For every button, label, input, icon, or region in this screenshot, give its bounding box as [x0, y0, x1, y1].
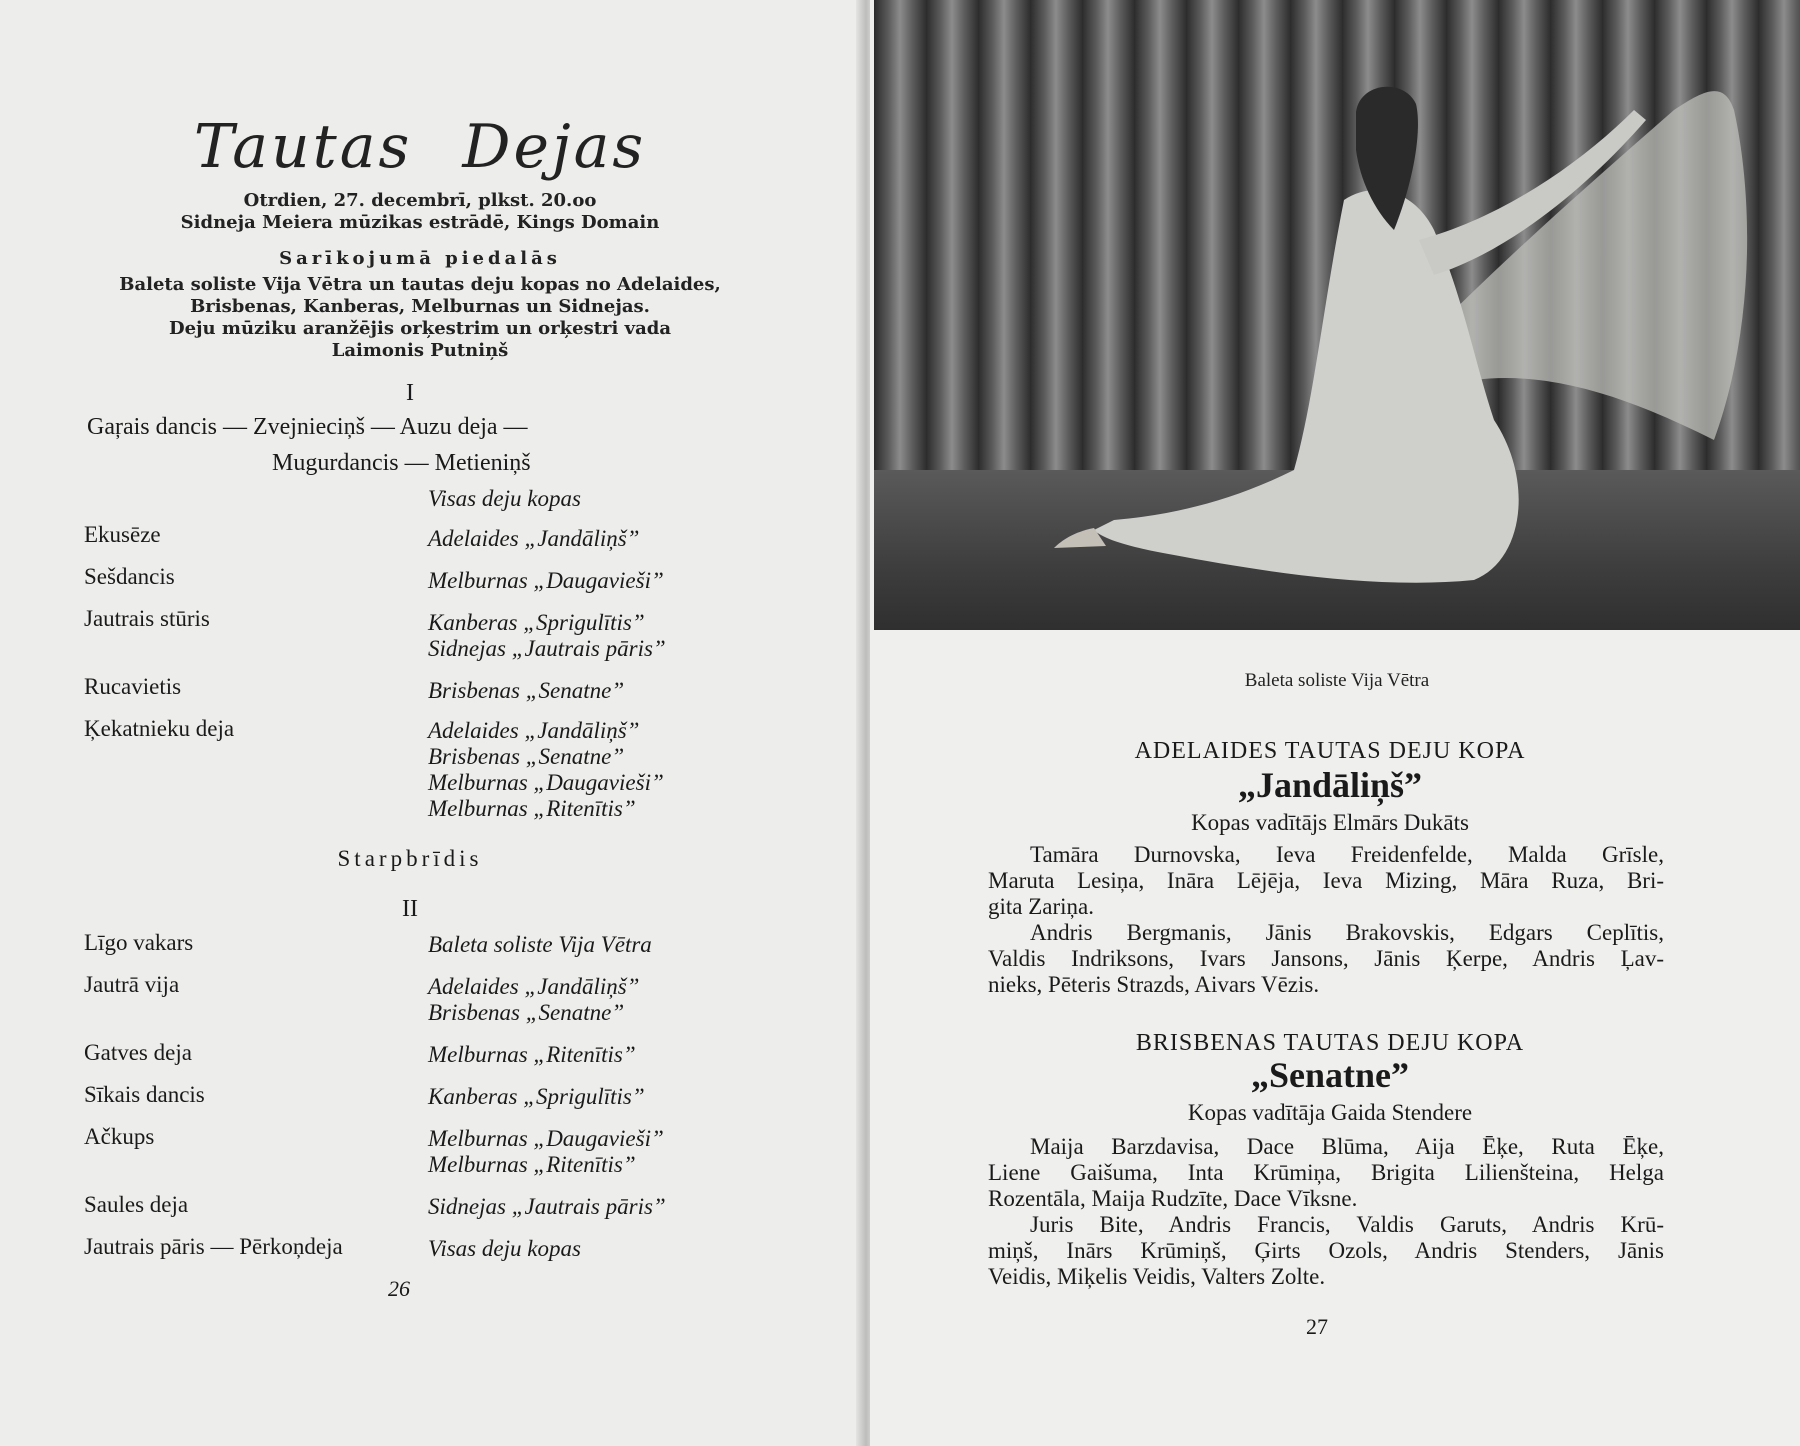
part-two-label: II [402, 896, 418, 922]
dance-group: Melburnas „Ritenītis” [428, 1042, 636, 1067]
page-number: 26 [388, 1276, 410, 1301]
event-date: Otrdien, 27. decembrī, plkst. 20.oo [243, 190, 597, 211]
dance-group: Melburnas „Daugavieši” [428, 1126, 664, 1151]
dance-name: Ķekatnieku deja [84, 716, 235, 741]
dance-name: Ačkups [84, 1124, 155, 1149]
dance-group: Adelaides „Jandāliņš” [428, 526, 640, 551]
participation-heading: Sarīkojumā piedalās [279, 248, 561, 269]
part-one-label: I [406, 380, 414, 406]
member-line: Maija Barzdavisa, Dace Blūma, Aija Ēķe, Ruta Ēķe, [1030, 1134, 1664, 1159]
event-venue: Sidneja Meiera mūzikas estrādē, Kings Domain [180, 212, 660, 233]
dancer-photo [874, 0, 1800, 630]
group-heading: ADELAIDES TAUTAS DEJU KOPA [1134, 738, 1526, 764]
dance-name: Gatves deja [84, 1040, 192, 1065]
dance-name: Rucavietis [84, 674, 182, 699]
part-one-sequence-line: Mugurdancis — Metieniņš [272, 450, 531, 476]
dance-name: Jautrā vija [84, 972, 180, 997]
photo-caption: Baleta soliste Vija Vētra [1244, 670, 1430, 691]
group-heading: BRISBENAS TAUTAS DEJU KOPA [1135, 1030, 1525, 1056]
group-name: „Senatne” [1250, 1055, 1409, 1095]
member-line: miņš, Inārs Krūmiņš, Ģirts Ozols, Andris Stenders, Jānis [988, 1238, 1664, 1263]
member-line: Andris Bergmanis, Jānis Brakovskis, Edgars Ceplītis, [1030, 920, 1664, 945]
group-name: „Jandāliņš” [1237, 765, 1423, 805]
member-line: Juris Bite, Andris Francis, Valdis Garuts, Andris Krū- [1030, 1212, 1664, 1237]
dance-group: Melburnas „Ritenītis” [428, 796, 636, 821]
dance-name: Sīkais dancis [84, 1082, 205, 1107]
dance-group: Adelaides „Jandāliņš” [428, 718, 640, 743]
participation-line: Baleta soliste Vija Vētra un tautas deju kopas no Adelaides, [119, 274, 721, 295]
dance-name: Ekusēze [84, 522, 161, 547]
participation-line: Deju mūziku aranžējis orķestrim un orķestri vada [168, 318, 672, 339]
dance-group: Brisbenas „Senatne” [428, 1000, 625, 1025]
dance-group: Kanberas „Sprigulītis” [428, 610, 645, 635]
dance-group: Visas deju kopas [428, 1236, 581, 1261]
member-line: Maruta Lesiņa, Ināra Lējēja, Ieva Mizing, Māra Ruza, Bri- [988, 868, 1664, 893]
dance-group: Brisbenas „Senatne” [428, 678, 625, 703]
member-line: Valdis Indriksons, Ivars Jansons, Jānis Ķerpe, Andris Ļav- [988, 946, 1664, 971]
dance-name: Jautrais pāris — Pērkoņdeja [84, 1234, 343, 1259]
member-line: Liene Gaišuma, Inta Krūmiņa, Brigita Lilienšteina, Helga [988, 1160, 1664, 1185]
dance-name: Jautrais stūris [84, 606, 210, 631]
page-title: Tautas Dejas [193, 112, 647, 182]
participation-line: Laimonis Putniņš [331, 340, 509, 361]
member-line: Tamāra Durnovska, Ieva Freidenfelde, Malda Grīsle, [1030, 842, 1664, 867]
member-line: gita Zariņa. [988, 894, 1095, 919]
member-line: Veidis, Miķelis Veidis, Valters Zolte. [988, 1264, 1326, 1289]
dance-group: Sidnejas „Jautrais pāris” [428, 1194, 666, 1219]
part-one-sequence-group: Visas deju kopas [428, 486, 581, 511]
dance-group: Brisbenas „Senatne” [428, 744, 625, 769]
group-leader: Kopas vadītājs Elmārs Dukāts [1191, 810, 1469, 835]
dance-group: Melburnas „Ritenītis” [428, 1152, 636, 1177]
participation-line: Brisbenas, Kanberas, Melburnas un Sidnejas. [190, 296, 650, 317]
group-leader: Kopas vadītāja Gaida Stendere [1187, 1100, 1473, 1125]
dance-group: Baleta soliste Vija Vētra [428, 932, 652, 957]
dance-group: Sidnejas „Jautrais pāris” [428, 636, 666, 661]
dance-group: Melburnas „Daugavieši” [428, 770, 664, 795]
member-line: nieks, Pēteris Strazds, Aivars Vēzis. [988, 972, 1320, 997]
dance-name: Līgo vakars [84, 930, 194, 955]
member-line: Rozentāla, Maija Rudzīte, Dace Vīksne. [988, 1186, 1358, 1211]
dance-group: Kanberas „Sprigulītis” [428, 1084, 645, 1109]
dance-group: Adelaides „Jandāliņš” [428, 974, 640, 999]
page-number: 27 [1306, 1314, 1328, 1339]
left-page [0, 0, 862, 1446]
intermission: Starpbrīdis [337, 846, 483, 871]
dance-name: Saules deja [84, 1192, 189, 1217]
part-one-sequence-line: Gaŗais dancis — Zvejnieciņš — Auzu deja — [87, 414, 528, 440]
dance-group: Melburnas „Daugavieši” [428, 568, 664, 593]
dance-name: Sešdancis [84, 564, 175, 589]
dancer-figure [874, 0, 1800, 630]
